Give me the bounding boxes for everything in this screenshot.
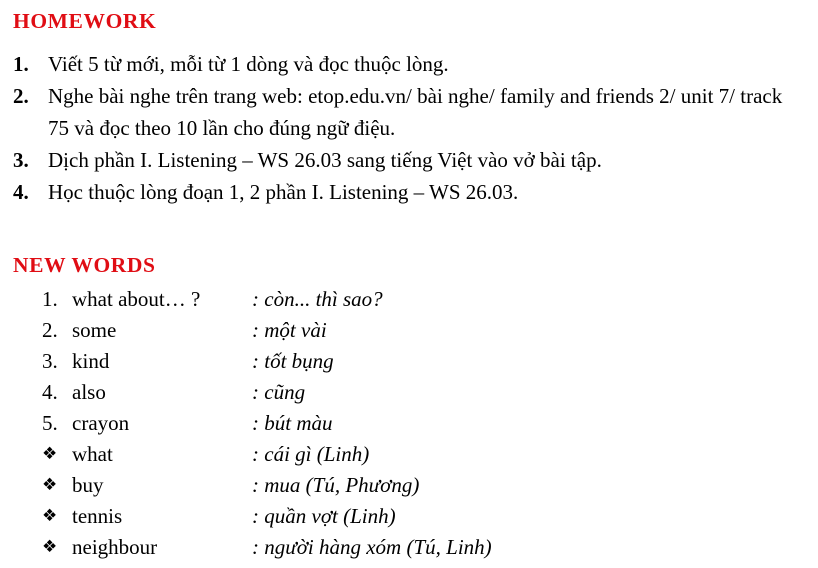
diamond-bullet-icon: ❖	[42, 506, 58, 526]
vocab-translation: : quần vợt (Linh)	[252, 504, 396, 528]
homework-item-number: 1.	[13, 52, 29, 76]
vocab-word: tennis	[72, 504, 123, 528]
vocab-word: some	[72, 318, 117, 342]
homework-item-4	[13, 176, 804, 208]
vocab-word: buy	[72, 473, 104, 497]
vocab-translation: : một vài	[252, 318, 327, 342]
homework-heading: HOMEWORK	[13, 9, 157, 33]
vocab-row-what	[42, 439, 804, 470]
vocab-marker: 3.	[42, 349, 58, 373]
diamond-bullet-icon: ❖	[42, 444, 58, 464]
homework-list	[13, 48, 804, 208]
vocab-word: what about… ?	[72, 287, 201, 311]
vocab-translation: : cũng	[252, 380, 306, 404]
vocab-row-crayon	[42, 408, 804, 439]
vocab-word: also	[72, 380, 106, 404]
vocab-translation: : cái gì (Linh)	[252, 442, 370, 466]
homework-item-text: Dịch phần I. Listening – WS 26.03 sang tiếng Việt vào vở bài tập.	[48, 148, 602, 172]
vocab-translation: : tốt bụng	[252, 349, 334, 373]
homework-item-text: Nghe bài nghe trên trang web: etop.edu.vn/ bài nghe/ family and friends 2/ unit 7/ track 75 và đọc theo 10 lần cho đúng ngữ điệu.	[48, 84, 783, 140]
vocab-marker: 5.	[42, 411, 58, 435]
diamond-bullet-icon: ❖	[42, 475, 58, 495]
vocab-marker: 1.	[42, 287, 58, 311]
vocab-row-neighbour	[42, 532, 804, 563]
vocab-row-buy	[42, 470, 804, 501]
vocab-word: neighbour	[72, 535, 158, 559]
vocab-row-tennis	[42, 501, 804, 532]
vocab-row-some	[42, 315, 804, 346]
vocab-translation: : mua (Tú, Phương)	[252, 473, 420, 497]
vocab-word: what	[72, 442, 113, 466]
vocab-translation: : bút màu	[252, 411, 333, 435]
homework-item-text: Học thuộc lòng đoạn 1, 2 phần I. Listening – WS 26.03.	[48, 180, 519, 204]
homework-item-number: 3.	[13, 148, 29, 172]
vocab-word: kind	[72, 349, 110, 373]
vocab-marker: 2.	[42, 318, 58, 342]
new-words-heading: NEW WORDS	[13, 253, 156, 277]
vocab-translation: : còn... thì sao?	[252, 287, 383, 311]
new-words-list	[42, 284, 804, 563]
vocab-row-what-about	[42, 284, 804, 315]
homework-item-2	[13, 80, 804, 144]
homework-item-1	[13, 48, 804, 80]
homework-item-3	[13, 144, 804, 176]
vocab-row-also	[42, 377, 804, 408]
vocab-word: crayon	[72, 411, 130, 435]
homework-item-text: Viết 5 từ mới, mỗi từ 1 dòng và đọc thuộc lòng.	[48, 52, 449, 76]
homework-item-number: 4.	[13, 180, 29, 204]
vocab-translation: : người hàng xóm (Tú, Linh)	[252, 535, 492, 559]
vocab-marker: 4.	[42, 380, 58, 404]
vocab-row-kind	[42, 346, 804, 377]
homework-item-number: 2.	[13, 84, 29, 108]
diamond-bullet-icon: ❖	[42, 537, 58, 557]
